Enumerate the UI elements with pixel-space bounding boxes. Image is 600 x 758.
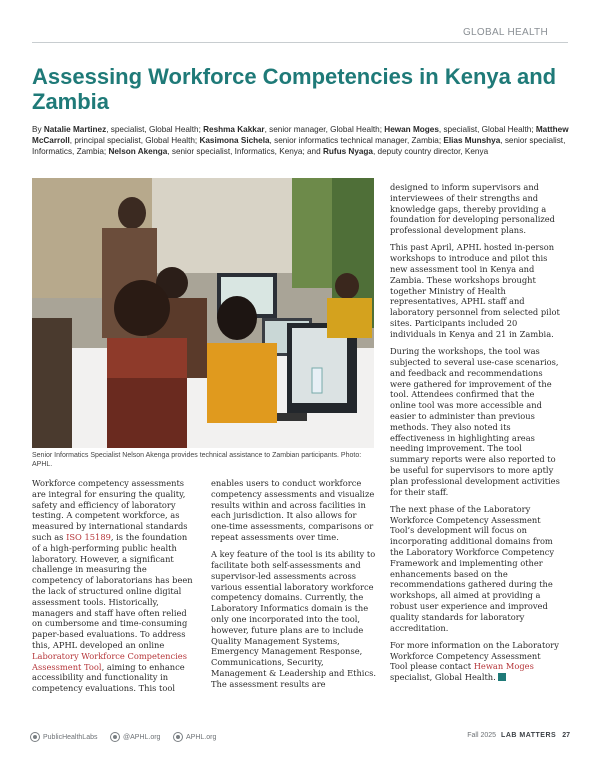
- page-number: 27: [562, 732, 570, 739]
- paragraph: Workforce competency assessments are integral for ensuring the quality, safety and efficiency of laboratory testing. A competent workforce, as measured by international standards such as ISO 15189, is the foundation of a high-performing public health laboratory. However, a significant challenge in measuring the competency of laboratorians has been the lack of structured online digital assessment tools. Historically, managers and staff have often relied on cumbersome and time-consuming paper-based evaluations. To address this, APHL developed an online Laboratory Workforce Competencies Assessment Tool, aiming to enhance accessibility and functionality in competency evaluations. This tool: [32, 478, 193, 694]
- author-role: , specialist, Global Health;: [106, 125, 204, 134]
- author-role: , specialist, Global Health;: [438, 125, 536, 134]
- paragraph: A key feature of the tool is its ability to facilitate both self-assessments and supervisor-led assessments across various essential laboratory workforce competency domains. Currently, the Laboratory Informatics domain is the only one incorporated into the tool, however, future plans are to include Quality Management Systems, Emergency Management Response, Communications, Security, Management & Leadership and Ethics. The assessment results are: [211, 549, 376, 689]
- author-name: Elias Munshya: [443, 136, 501, 145]
- website-link[interactable]: APHL.org: [173, 732, 216, 742]
- author-name: Rufus Nyaga: [322, 147, 373, 156]
- paragraph: The next phase of the Laboratory Workforce Competency Assessment Tool’s development will focus on incorporating additional domains from the Laboratory Workforce Competency Framework and implementing other enhancements based on the recommendations gathered during the workshops, all aimed at providing a robust user experience and improved quality standards for laboratory accreditation.: [390, 503, 555, 633]
- page-info: [467, 732, 570, 739]
- article-title: Assessing Workforce Competencies in Kenya and Zambia: [32, 64, 557, 114]
- page-footer: [30, 732, 570, 746]
- author-role: , senior specialist, Informatics, Kenya; and: [167, 147, 323, 156]
- author-name: Natalie Martinez: [43, 125, 107, 134]
- section-label: GLOBAL HEALTH: [462, 27, 548, 38]
- author-role: , senior manager, Global Health;: [264, 125, 385, 134]
- magazine-name: LAB MATTERS: [501, 732, 557, 739]
- assessment-tool-link[interactable]: Laboratory Workforce Competencies Assessment Tool: [32, 650, 187, 672]
- author-role: , senior informatics technical manager, Zambia;: [269, 136, 444, 145]
- author-role: , deputy country director, Kenya: [372, 147, 489, 156]
- end-mark-icon: [498, 673, 506, 681]
- facebook-link[interactable]: PublicHealthLabs: [30, 732, 97, 742]
- byline: [32, 124, 572, 157]
- header-divider: [32, 42, 568, 43]
- author-name: Nelson Akenga: [108, 147, 168, 156]
- facebook-icon: [30, 732, 40, 742]
- author-name: Reshma Kakkar: [203, 125, 265, 134]
- body-column-3: [390, 182, 560, 690]
- issue-season: Fall 2025: [467, 732, 497, 739]
- hewan-moges-link[interactable]: Hewan Moges: [473, 661, 534, 672]
- author-name: Kasimona Sichela: [199, 136, 270, 145]
- bluesky-icon: [110, 732, 120, 742]
- bluesky-link[interactable]: @APHL.org: [110, 732, 160, 742]
- paragraph: This past April, APHL hosted in-person workshops to introduce and pilot this new assessment tool in Kenya and Zambia. These workshops brought together Ministry of Health representatives, APHL staff and laboratory personnel from selected pilot sites. Participants included 20 individuals in Kenya and 21 in Zambia.: [390, 242, 560, 339]
- author-name: Hewan Moges: [384, 125, 439, 134]
- paragraph: designed to inform supervisors and interviewees of their strengths and knowledge gaps, thereby providing a foundation for developing personalized professional development plans.: [390, 182, 555, 236]
- body-column-1: [32, 478, 197, 700]
- workshop-photo: [32, 178, 374, 448]
- workshop-photo-illustration: [32, 178, 374, 448]
- paragraph: For more information on the Laboratory Workforce Competency Assessment Tool please contact Hewan Moges specialist, Global Health.: [390, 639, 559, 683]
- byline-prefix: By: [32, 125, 44, 134]
- author-role: , principal specialist, Global Health;: [69, 136, 200, 145]
- body-column-2: [211, 478, 377, 696]
- author-role: , senior specialist, Informatics, Zambia;: [32, 136, 566, 156]
- web-icon: [173, 732, 183, 742]
- iso-15189-link[interactable]: ISO 15189: [66, 531, 111, 542]
- author-name: Matthew McCarroll: [32, 125, 569, 145]
- paragraph: enables users to conduct workforce competency assessments and visualize results within and across facilities in each jurisdiction. It also allows for one-time assessments, comparisons or repeat assessments over time.: [211, 478, 375, 542]
- paragraph: During the workshops, the tool was subjected to several use-case scenarios, and feedback and recommendations were gathered for improvement of the tool. Attendees confirmed that the online tool was more accessible and easier to administer than previous methods. They also noted its effectiveness in highlighting areas needing improvement. The tool summary reports were also reported to be useful for supervisors to more aptly plan professional development activities for their staff.: [390, 346, 560, 497]
- photo-caption: Senior Informatics Specialist Nelson Akenga provides technical assistance to Zambian participants. Photo: APHL.: [32, 452, 362, 468]
